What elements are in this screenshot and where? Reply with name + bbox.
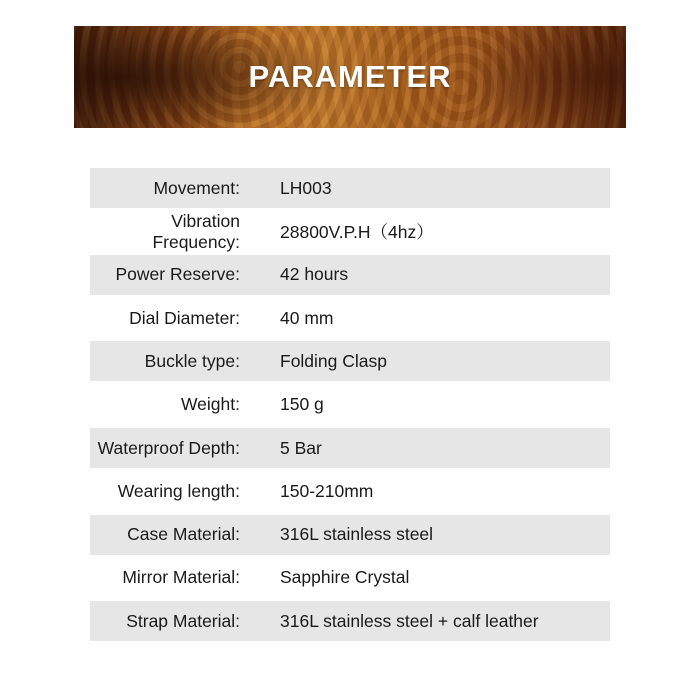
- spec-table: [90, 165, 610, 645]
- spec-value: 28800V.P.H（4hz）: [280, 222, 434, 243]
- spec-value: 316L stainless steel: [280, 524, 434, 545]
- spec-value: 150-210mm: [280, 480, 374, 501]
- spec-label: Buckle type:: [144, 350, 240, 371]
- spec-row-wearing-length: [90, 471, 610, 511]
- spec-label: Waterproof Depth:: [97, 437, 240, 458]
- spec-label: Dial Diameter:: [129, 307, 240, 328]
- banner-title: PARAMETER: [248, 59, 452, 94]
- spec-row-power-reserve: [90, 255, 610, 295]
- spec-label: Movement:: [153, 177, 240, 198]
- parameter-banner: [74, 26, 626, 128]
- spec-row-buckle-type: [90, 341, 610, 381]
- spec-value: 42 hours: [280, 264, 349, 285]
- spec-value: Folding Clasp: [280, 350, 387, 371]
- spec-label: Case Material:: [127, 524, 240, 545]
- spec-row-weight: [90, 385, 610, 425]
- spec-value: 40 mm: [280, 307, 334, 328]
- spec-row-mirror-material: [90, 558, 610, 598]
- spec-label: Vibration Frequency:: [152, 210, 240, 252]
- spec-value: Sapphire Crystal: [280, 567, 410, 588]
- spec-label: Mirror Material:: [122, 567, 240, 588]
- spec-label: Wearing length:: [117, 480, 240, 501]
- spec-value: LH003: [280, 177, 332, 198]
- spec-row-waterproof-depth: [90, 428, 610, 468]
- spec-value: 150 g: [280, 394, 324, 415]
- spec-row-strap-material: [90, 601, 610, 641]
- spec-label: Strap Material:: [126, 610, 240, 631]
- spec-label: Power Reserve:: [115, 264, 240, 285]
- spec-row-case-material: [90, 515, 610, 555]
- spec-value: 316L stainless steel + calf leather: [280, 610, 539, 631]
- spec-row-movement: [90, 168, 610, 208]
- spec-label: Weight:: [180, 394, 240, 415]
- spec-value: 5 Bar: [280, 437, 322, 458]
- spec-row-vibration-frequency: [90, 212, 610, 252]
- spec-row-dial-diameter: [90, 298, 610, 338]
